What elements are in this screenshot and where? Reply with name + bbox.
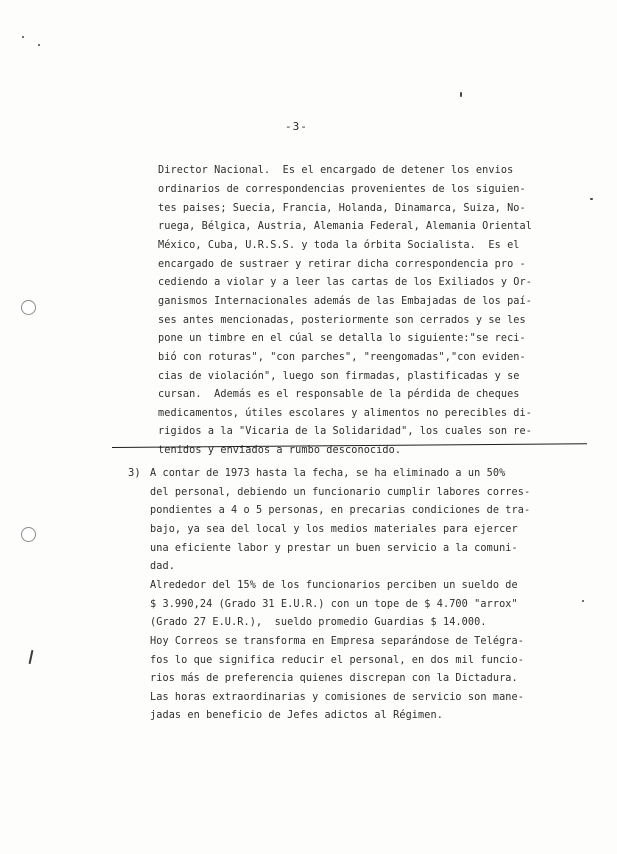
text-line: una eficiente labor y prestar un buen servicio a la comuni- — [150, 543, 518, 554]
text-line: A contar de 1973 hasta la fecha, se ha eliminado a un 50% — [150, 468, 506, 479]
scan-speck — [582, 600, 584, 602]
text-line: medicamentos, útiles escolares y alimentos no perecibles di- — [158, 408, 533, 419]
text-line: tenidos y enviados a rumbo desconocido. — [158, 445, 402, 456]
text-line: ses antes mencionadas, posteriormente son cerrados y se les — [158, 315, 526, 326]
text-line: ordinarios de correspondencias provenientes de los siguien- — [158, 184, 526, 195]
punch-hole — [21, 527, 36, 542]
text-line: tes paises; Suecia, Francia, Holanda, Dinamarca, Suiza, No- — [158, 203, 526, 214]
scan-speck — [38, 44, 40, 46]
text-line: cediendo a violar y a leer las cartas de los Exiliados y Or- — [158, 277, 533, 288]
text-line: bajo, ya sea del local y los medios materiales para ejercer — [150, 524, 518, 535]
text-line: pondientes a 4 o 5 personas, en precarias condiciones de tra- — [150, 505, 531, 516]
punch-hole — [21, 300, 36, 315]
text-line: Las horas extraordinarias y comisiones de servicio son mane- — [150, 692, 525, 703]
text-line: jadas en beneficio de Jefes adictos al Régimen. — [150, 710, 443, 721]
text-line: (Grado 27 E.U.R.), sueldo promedio Guardias $ 14.000. — [150, 617, 487, 628]
text-line: Director Nacional. Es el encargado de detener los envios — [158, 165, 514, 176]
scan-speck — [22, 36, 24, 38]
text-line: cias de violación", luego son firmadas, plastificadas y se — [158, 371, 520, 382]
scan-speck — [590, 198, 593, 200]
text-line: cursan. Además es el responsable de la pérdida de cheques — [158, 389, 520, 400]
text-line: Alrededor del 15% de los funcionarios perciben un sueldo de — [150, 580, 518, 591]
text-line: ruega, Bélgica, Austria, Alemania Federal, Alemania Oriental — [158, 221, 533, 232]
margin-mark — [29, 650, 34, 664]
text-line: ganismos Internacionales además de las Embajadas de los paí- — [158, 296, 533, 307]
text-line: fos lo que significa reducir el personal, en dos mil funcio- — [150, 655, 525, 666]
text-line: bió con roturas", "con parches", "reengomadas","con eviden- — [158, 352, 526, 363]
text-line: rigidos a la "Vicaria de la Solidaridad", los cuales son re- — [158, 426, 533, 437]
text-line: $ 3.990,24 (Grado 31 E.U.R.) con un tope de $ 4.700 "arrox" — [150, 599, 518, 610]
page-number: -3- — [285, 120, 308, 133]
scan-speck — [460, 92, 462, 97]
text-line: Hoy Correos se transforma en Empresa separándose de Telégra- — [150, 636, 525, 647]
text-line: México, Cuba, U.R.S.S. y toda la órbita Socialista. Es el — [158, 240, 520, 251]
text-line: encargado de sustraer y retirar dicha correspondencia pro - — [158, 259, 526, 270]
text-line: rios más de preferencia quienes discrepan con la Dictadura. — [150, 673, 518, 684]
text-line: pone un timbre en el cúal se detalla lo siguiente:"se reci- — [158, 333, 526, 344]
text-line: del personal, debiendo un funcionario cumplir labores corres- — [150, 487, 531, 498]
text-line: dad. — [150, 561, 175, 572]
item-number: 3) — [128, 467, 141, 479]
